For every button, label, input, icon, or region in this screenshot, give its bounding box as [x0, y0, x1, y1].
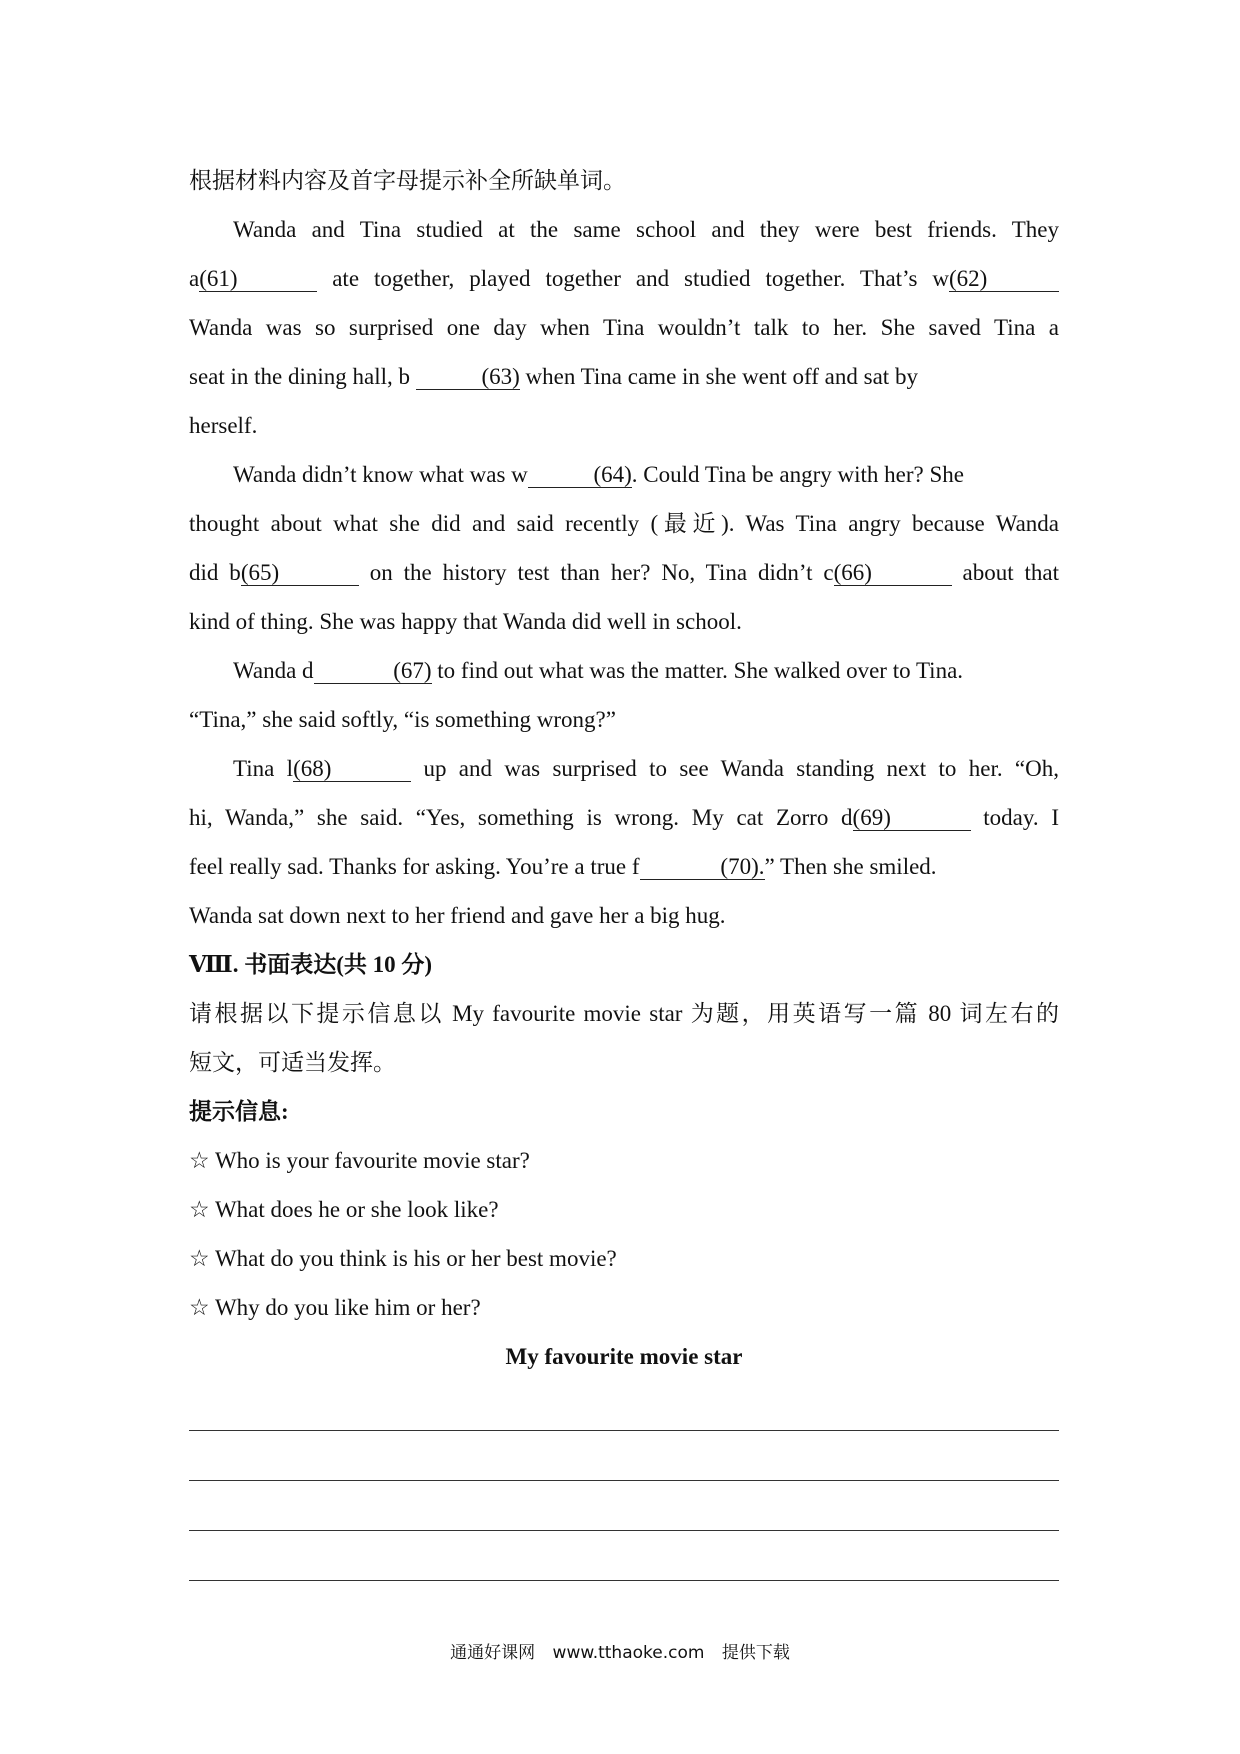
passage-line: did b(65) on the history test than her? No, Tina didn’t c(66) about that	[189, 560, 1060, 585]
passage-line: kind of thing. She was happy that Wanda did well in school.	[189, 609, 742, 634]
passage-line: Wanda was so surprised one day when Tina wouldn’t talk to her. She saved Tina a	[189, 315, 1059, 340]
instruction-line: 根据材料内容及首字母提示补全所缺单词。	[189, 168, 626, 193]
passage-line: a(61) ate together, played together and studied together. That’s w(62)	[189, 254, 1059, 303]
blank-62: (62)	[949, 267, 1059, 292]
passage-line: feel really sad. Thanks for asking. You’re a true f (70).” Then she smiled.	[189, 854, 937, 879]
passage-line: thought about what she did and said recently (最近). Was Tina angry because Wanda	[189, 511, 1059, 536]
footer-note: 提供下载	[721, 1643, 790, 1663]
passage-line: Wanda and Tina studied at the same school and they were best friends. They	[233, 217, 1059, 242]
blank-68: (68)	[293, 757, 411, 782]
passage-line: herself.	[189, 413, 258, 438]
blank-64: (64)	[528, 463, 632, 488]
writing-line	[189, 1381, 1059, 1431]
passage-line: Wanda didn’t know what was w (64). Could Tina be angry with her? She	[233, 462, 964, 487]
hint-item: ☆ What do you think is his or her best movie?	[189, 1246, 617, 1271]
blank-66: (66)	[834, 561, 952, 586]
writing-line	[189, 1531, 1059, 1581]
blank-67: (67)	[314, 659, 432, 684]
passage-line: “Tina,” she said softly, “is something wrong?”	[189, 707, 616, 732]
writing-line	[189, 1431, 1059, 1481]
prompt-line: 请根据以下提示信息以 My favourite movie star 为题，用英语写一篇 80 词左右的	[189, 1001, 1059, 1026]
blank-61: (61)	[199, 267, 317, 292]
blank-63: (63)	[416, 365, 520, 390]
blank-70: (70).	[640, 855, 765, 880]
blank-65: (65)	[241, 561, 359, 586]
hints-title: 提示信息:	[189, 1099, 289, 1124]
footer-url: www.tthaoke.com	[552, 1643, 705, 1663]
section-heading: Ⅷ. 书面表达(共 10 分)	[189, 952, 433, 977]
passage-line: Tina l(68) up and was surprised to see Wanda standing next to her. “Oh,	[233, 756, 1059, 781]
hint-item: ☆ Who is your favourite movie star?	[189, 1148, 530, 1173]
hint-item: ☆ Why do you like him or her?	[189, 1295, 481, 1320]
document-content	[189, 156, 1059, 1581]
passage-line: hi, Wanda,” she said. “Yes, something is wrong. My cat Zorro d(69) today. I	[189, 805, 1059, 830]
prompt-line: 短文，可适当发挥。	[189, 1050, 396, 1075]
blank-69: (69)	[853, 806, 971, 831]
footer-site-name: 通通好课网	[450, 1643, 536, 1663]
passage-line: seat in the dining hall, b (63) when Tina came in she went off and sat by	[189, 364, 918, 389]
passage-line: Wanda d (67) to find out what was the matter. She walked over to Tina.	[233, 658, 964, 683]
hint-item: ☆ What does he or she look like?	[189, 1197, 499, 1222]
essay-title: My favourite movie star	[505, 1344, 743, 1369]
passage-line: Wanda sat down next to her friend and gave her a big hug.	[189, 903, 726, 928]
writing-line	[189, 1481, 1059, 1531]
page-footer	[0, 1638, 1240, 1663]
